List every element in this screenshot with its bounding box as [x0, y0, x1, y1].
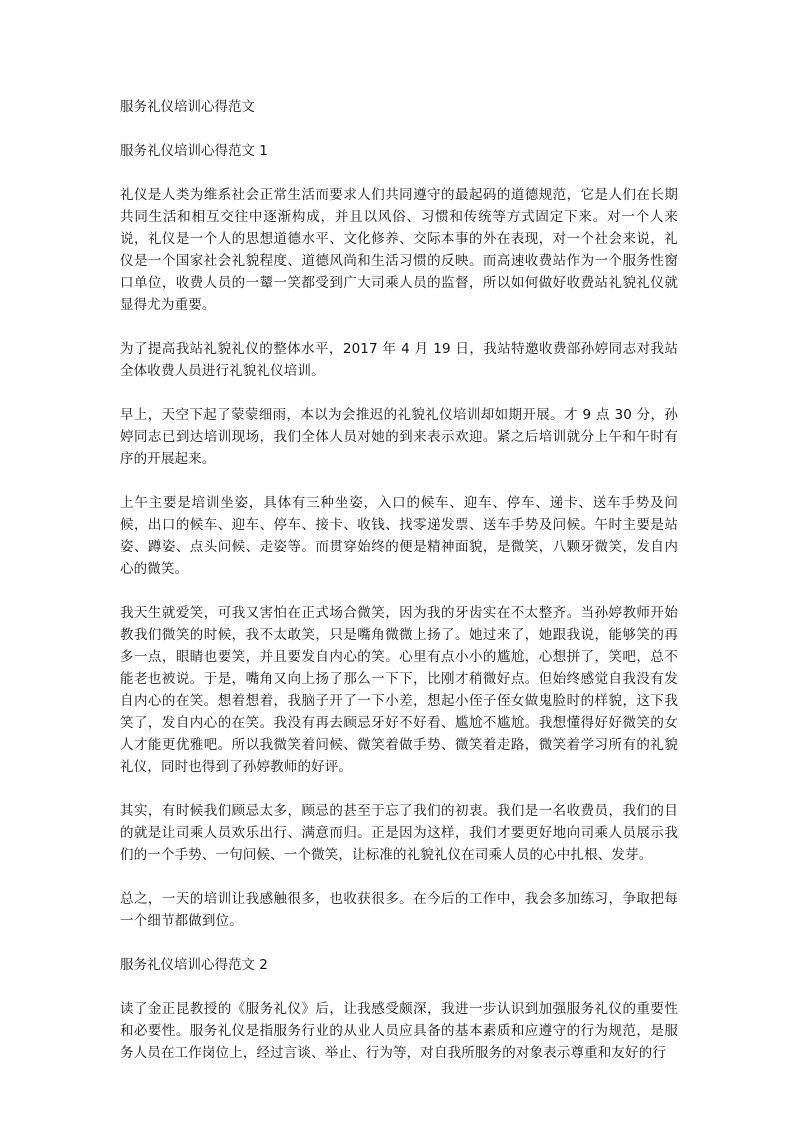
- section-1-paragraph-3: 早上，天空下起了蒙蒙细雨，本以为会推迟的礼貌礼仪培训却如期开展。才 9 点 30 分，孙婷同志已到达培训现场，我们全体人员对她的到来表示欢迎。紧之后培训就分上午和午时有序的开展起来。: [120, 407, 678, 467]
- section-1-heading: 服务礼仪培训心得范文 1: [120, 143, 268, 159]
- section-1-paragraph-5: 我天生就爱笑，可我又害怕在正式场合微笑，因为我的牙齿实在不太整齐。当孙婷教师开始教我们微笑的时候，我不太敢笑，只是嘴角微微上扬了。她过来了，她跟我说，能够笑的再多一点，眼睛也要笑，并且要发自内心的笑。心里有点小小的尴尬，心想拼了，笑吧，总不能老也被说。于是，嘴角又向上扬了那么一下下，比刚才稍微好点。但始终感觉自我没有发自内心的在笑。想着想着，我脑子开了一下小差，想起小侄子侄女做鬼脸时的样貌，这下我笑了，发自内心的在笑。我没有再去顾忌牙好不好看、尴尬不尴尬。我想懂得好好微笑的女人才能更优雅吧。所以我微笑着问候、微笑着做手势、微笑着走路，微笑着学习所有的礼貌礼仪，同时也得到了孙婷教师的好评。: [120, 605, 678, 775]
- section-2-paragraph-1: 读了金正昆教授的《服务礼仪》后，让我感受颇深，我进一步认识到加强服务礼仪的重要性和必要性。服务礼仪是指服务行业的从业人员应具备的基本素质和应遵守的行为规范，是服务人员在工作岗位上，经过言谈、举止、行为等，对自我所服务的对象表示尊重和友好的行: [120, 1001, 678, 1061]
- section-1-paragraph-6: 其实，有时候我们顾忌太多，顾忌的甚至于忘了我们的初衷。我们是一名收费员，我们的目的就是让司乘人员欢乐出行、满意而归。正是因为这样，我们才要更好地向司乘人员展示我们的一个手势、一句问候、一个微笑，让标准的礼貌礼仪在司乘人员的心中扎根、发芽。: [120, 803, 678, 863]
- section-1-paragraph-7: 总之，一天的培训让我感触很多，也收获很多。在今后的工作中，我会多加练习，争取把每一个细节都做到位。: [120, 891, 678, 929]
- section-1-paragraph-2: 为了提高我站礼貌礼仪的整体水平，2017 年 4 月 19 日，我站特邀收费部孙婷同志对我站全体收费人员进行礼貌礼仪培训。: [120, 341, 678, 379]
- section-1-paragraph-4: 上午主要是培训坐姿，具体有三种坐姿，入口的候车、迎车、停车、递卡、送车手势及问候，出口的候车、迎车、停车、接卡、收钱、找零递发票、送车手势及问候。午时主要是站姿、蹲姿、点头问候、走姿等。而贯穿始终的便是精神面貌，是微笑，八颗牙微笑，发自内心的微笑。: [120, 495, 678, 577]
- document-page: [120, 96, 678, 1086]
- document-title: 服务礼仪培训心得范文: [120, 99, 255, 115]
- section-1-paragraph-1: 礼仪是人类为维系社会正常生活而要求人们共同遵守的最起码的道德规范，它是人们在长期共同生活和相互交往中逐渐构成，并且以风俗、习惯和传统等方式固定下来。对一个人来说，礼仪是一个人的思想道德水平、文化修养、交际本事的外在表现，对一个社会来说，礼仪是一个国家社会礼貌程度、道德风尚和生活习惯的反映。而高速收费站作为一个服务性窗口单位，收费人员的一颦一笑都受到广大司乘人员的监督，所以如何做好收费站礼貌礼仪就显得尤为重要。: [120, 187, 678, 313]
- section-2-heading: 服务礼仪培训心得范文 2: [120, 957, 268, 973]
